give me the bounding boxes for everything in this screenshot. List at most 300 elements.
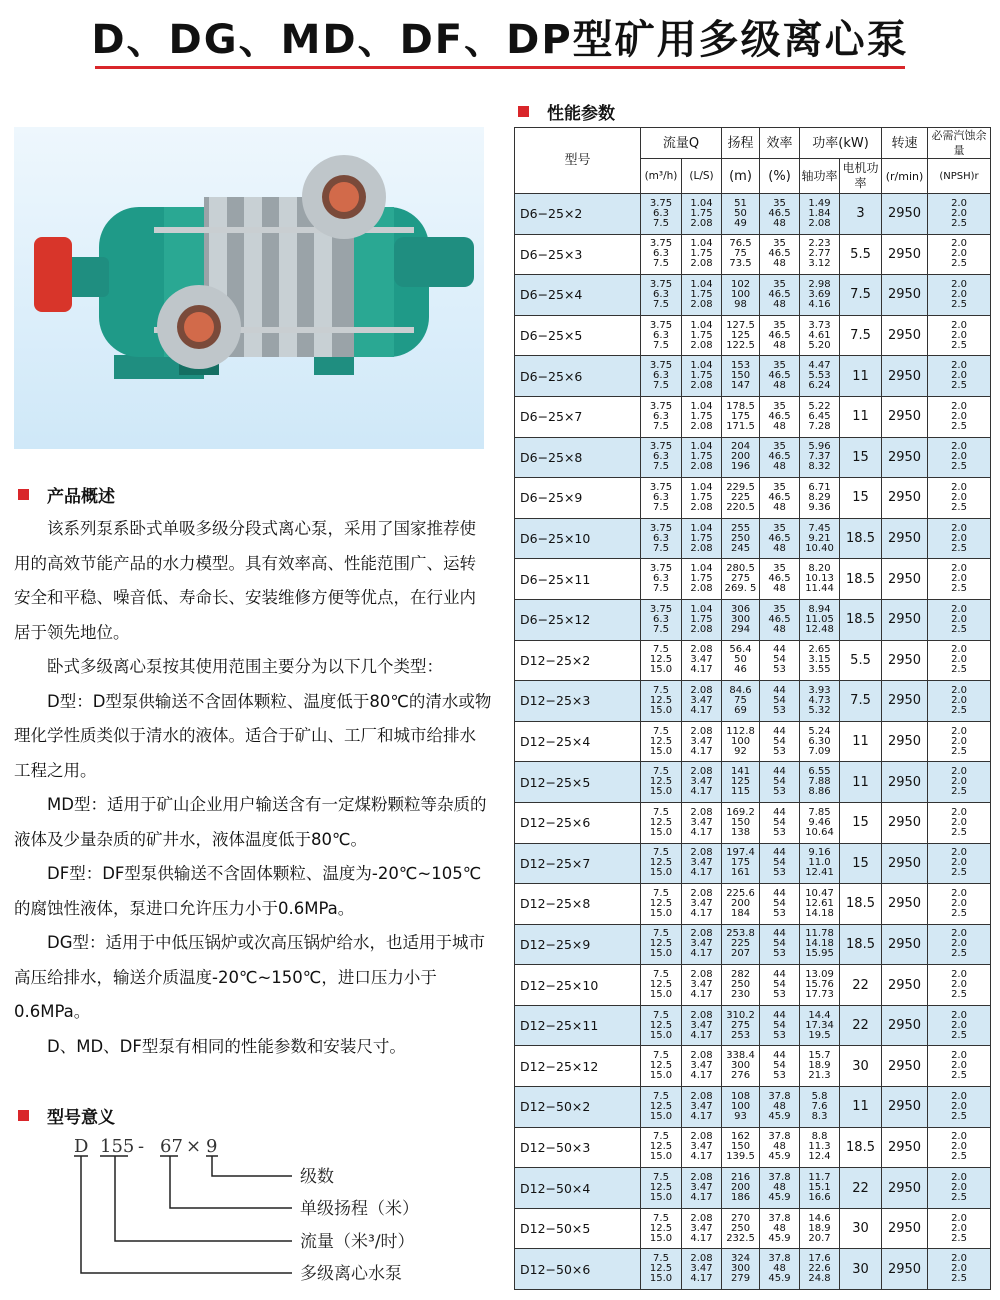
cell-model: D12−25×2	[515, 640, 641, 681]
cell-value: 178.5	[726, 400, 755, 412]
cell-value: 2.0	[951, 491, 967, 503]
cell-value: 4.17	[690, 1232, 713, 1244]
cell-flow_m3h	[641, 275, 682, 316]
cell-npsh	[928, 843, 991, 884]
cell-value: 196	[730, 461, 751, 473]
cell-value: 2.0	[951, 1263, 967, 1275]
cell-value: 139.5	[726, 1151, 755, 1163]
cell-value: 7.5	[653, 847, 669, 859]
cell-head	[722, 478, 760, 519]
cell-value: 44	[773, 725, 786, 737]
cell-value: 2.0	[951, 857, 967, 869]
cell-model: D12−50×2	[515, 1087, 641, 1128]
cell-value: 3.75	[649, 238, 673, 250]
cell-value: 4.61	[808, 329, 831, 341]
cell-speed: 2950	[882, 721, 928, 762]
cell-motor: 22	[840, 965, 882, 1006]
cell-value: 3.47	[690, 654, 713, 666]
cell-value: 2.08	[690, 461, 713, 473]
table-row	[515, 437, 991, 478]
cell-value: 7.5	[653, 1172, 669, 1184]
cell-eff	[760, 681, 800, 722]
cell-value: 54	[773, 1060, 786, 1072]
cell-flow_ls	[682, 518, 722, 559]
cell-value: 46.5	[768, 207, 791, 219]
cell-value: 12.5	[649, 1060, 673, 1072]
cell-value: 16.6	[808, 1192, 831, 1204]
cell-motor: 11	[840, 721, 882, 762]
cell-value: 2.0	[951, 603, 967, 615]
cell-value: 2.5	[951, 380, 967, 392]
label-flow: 流量（米³/时）	[300, 1232, 415, 1252]
header-head: 扬程	[722, 128, 760, 159]
cell-speed: 2950	[882, 843, 928, 884]
cell-value: 15.1	[808, 1182, 831, 1194]
cell-flow_ls	[682, 681, 722, 722]
cell-value: 306	[730, 603, 751, 615]
cell-model: D12−50×3	[515, 1127, 641, 1168]
overview-paragraph: MD型：适用于矿山企业用户输送含有一定煤粉颗粒等杂质的液体及少量杂质的矿井水，液体温度低于80℃。	[14, 795, 487, 849]
cell-value: 44	[773, 1050, 786, 1062]
cell-value: 2.0	[951, 776, 967, 788]
cell-value: 1.04	[690, 522, 713, 534]
table-row	[515, 965, 991, 1006]
cell-value: 48	[773, 420, 786, 432]
cell-flow_ls	[682, 924, 722, 965]
cell-flow_ls	[682, 1046, 722, 1087]
table-row	[515, 275, 991, 316]
cell-value: 11.0	[808, 857, 831, 869]
cell-value: 2.08	[690, 1090, 713, 1102]
cell-speed: 2950	[882, 396, 928, 437]
cell-shaft	[800, 843, 840, 884]
cell-value: 4.17	[690, 1070, 713, 1082]
multistage-pump-icon	[14, 127, 484, 449]
cell-value: 4.16	[808, 298, 831, 310]
cell-value: 2.5	[951, 1070, 967, 1082]
cell-shaft	[800, 1087, 840, 1128]
cell-value: 7.5	[653, 258, 669, 270]
cell-value: 7.5	[653, 501, 669, 513]
cell-shaft	[800, 356, 840, 397]
cell-value: 84.6	[729, 684, 752, 696]
table-row	[515, 1046, 991, 1087]
cell-value: 48	[773, 258, 786, 270]
cell-value: 2.08	[690, 298, 713, 310]
cell-value: 2.0	[951, 1131, 967, 1143]
cell-value: 2.0	[951, 725, 967, 737]
cell-value: 15.0	[649, 1070, 673, 1082]
cell-head	[722, 1046, 760, 1087]
cell-value: 3.73	[808, 319, 831, 331]
cell-value: 12.5	[649, 735, 673, 747]
table-row	[515, 396, 991, 437]
cell-flow_m3h	[641, 234, 682, 275]
cell-value: 4.17	[690, 704, 713, 716]
cell-value: 14.18	[805, 907, 834, 919]
cell-value: 46	[734, 664, 747, 676]
cell-value: 7.5	[653, 339, 669, 351]
code-part-flow: 155	[100, 1136, 135, 1157]
cell-value: 153	[730, 360, 751, 372]
overview-paragraph: 该系列泵系卧式单吸多级分段式离心泵，采用了国家推荐使用的高效节能产品的水力模型。具有效率高、性能范围广、运转安全和平稳、噪音低、寿命长、安装维修方便等优点，在行业内居于领先地位。	[14, 519, 476, 642]
cell-flow_ls	[682, 599, 722, 640]
cell-value: 3.47	[690, 1019, 713, 1031]
cell-value: 115	[730, 786, 751, 798]
cell-value: 15.0	[649, 1029, 673, 1041]
cell-value: 3.47	[690, 776, 713, 788]
cell-model: D6−25×9	[515, 478, 641, 519]
cell-speed: 2950	[882, 234, 928, 275]
cell-value: 2.0	[951, 1090, 967, 1102]
cell-value: 1.75	[690, 573, 713, 585]
cell-value: 2.0	[951, 694, 967, 706]
cell-value: 250	[730, 532, 751, 544]
table-row	[515, 640, 991, 681]
cell-motor: 11	[840, 396, 882, 437]
cell-value: 2.5	[951, 217, 967, 229]
cell-value: 269. 5	[724, 583, 757, 595]
cell-flow_m3h	[641, 924, 682, 965]
cell-value: 2.08	[690, 725, 713, 737]
cell-value: 4.17	[690, 1110, 713, 1122]
cell-value: 24.8	[808, 1273, 831, 1285]
cell-value: 3.12	[808, 258, 831, 270]
cell-npsh	[928, 1046, 991, 1087]
cell-value: 15.0	[649, 867, 673, 879]
cell-value: 35	[773, 522, 786, 534]
cell-value: 3.47	[690, 735, 713, 747]
cell-value: 2.08	[690, 1172, 713, 1184]
cell-eff	[760, 356, 800, 397]
cell-value: 2.0	[951, 816, 967, 828]
cell-value: 12.5	[649, 654, 673, 666]
cell-motor: 3	[840, 194, 882, 235]
cell-value: 1.04	[690, 360, 713, 372]
cell-npsh	[928, 640, 991, 681]
cell-model: D6−25×6	[515, 356, 641, 397]
cell-value: 44	[773, 684, 786, 696]
cell-npsh	[928, 437, 991, 478]
cell-eff	[760, 762, 800, 803]
cell-value: 53	[773, 826, 786, 838]
cell-motor: 5.5	[840, 640, 882, 681]
cell-value: 2.08	[690, 339, 713, 351]
cell-value: 150	[730, 816, 751, 828]
cell-value: 75	[734, 694, 747, 706]
cell-motor: 18.5	[840, 599, 882, 640]
cell-value: 2.0	[951, 410, 967, 422]
cell-value: 2.0	[951, 400, 967, 412]
cell-value: 48	[773, 1263, 786, 1275]
cell-value: 4.17	[690, 745, 713, 757]
cell-value: 2.0	[951, 684, 967, 696]
title-underline	[95, 66, 905, 69]
cell-value: 53	[773, 907, 786, 919]
cell-value: 2.5	[951, 745, 967, 757]
cell-model: D6−25×7	[515, 396, 641, 437]
cell-flow_m3h	[641, 843, 682, 884]
cell-value: 3.47	[690, 857, 713, 869]
cell-value: 6.3	[653, 207, 669, 219]
cell-flow_m3h	[641, 1249, 682, 1290]
cell-flow_m3h	[641, 194, 682, 235]
cell-value: 2.0	[951, 1050, 967, 1062]
cell-value: 2.0	[951, 360, 967, 372]
cell-value: 44	[773, 969, 786, 981]
cell-value: 250	[730, 1222, 751, 1234]
cell-value: 54	[773, 694, 786, 706]
cell-npsh	[928, 275, 991, 316]
cell-eff	[760, 1249, 800, 1290]
cell-flow_ls	[682, 884, 722, 925]
cell-npsh	[928, 1208, 991, 1249]
cell-head	[722, 843, 760, 884]
cell-value: 125	[730, 776, 751, 788]
cell-value: 45.9	[768, 1232, 791, 1244]
cell-value: 7.5	[653, 1212, 669, 1224]
cell-value: 9.46	[808, 816, 831, 828]
cell-value: 3.47	[690, 1182, 713, 1194]
cell-value: 2.0	[951, 1182, 967, 1194]
cell-value: 21.3	[808, 1070, 831, 1082]
cell-value: 2.5	[951, 907, 967, 919]
cell-value: 3.47	[690, 816, 713, 828]
cell-value: 50	[734, 654, 747, 666]
cell-value: 253.8	[726, 928, 755, 940]
cell-value: 204	[730, 441, 751, 453]
cell-value: 102	[730, 278, 751, 290]
cell-value: 15.76	[805, 979, 834, 991]
cell-value: 8.20	[808, 563, 831, 575]
page-title: D、DG、MD、DF、DP型矿用多级离心泵	[91, 17, 909, 63]
cell-npsh	[928, 478, 991, 519]
cell-value: 12.4	[808, 1151, 831, 1163]
section-model-meaning-label: 型号意义	[47, 1108, 115, 1128]
cell-value: 98	[734, 298, 747, 310]
pump-photo	[14, 127, 484, 449]
cell-value: 2.0	[951, 563, 967, 575]
cell-value: 46.5	[768, 451, 791, 463]
cell-value: 15.0	[649, 1110, 673, 1122]
cell-value: 171.5	[726, 420, 755, 432]
cell-value: 2.0	[951, 928, 967, 940]
cell-value: 2.5	[951, 1192, 967, 1204]
cell-npsh	[928, 234, 991, 275]
cell-value: 1.84	[808, 207, 831, 219]
table-row	[515, 315, 991, 356]
cell-value: 48	[773, 380, 786, 392]
cell-flow_m3h	[641, 437, 682, 478]
cell-flow_m3h	[641, 884, 682, 925]
cell-value: 2.5	[951, 542, 967, 554]
cell-flow_m3h	[641, 1168, 682, 1209]
cell-value: 3.75	[649, 278, 673, 290]
performance-table-body	[515, 194, 991, 1290]
cell-value: 7.5	[653, 1090, 669, 1102]
cell-head	[722, 924, 760, 965]
cell-value: 250	[730, 979, 751, 991]
cell-value: 15.95	[805, 948, 834, 960]
cell-motor: 30	[840, 1046, 882, 1087]
label-single-stage-head: 单级扬程（米）	[300, 1199, 419, 1219]
cell-value: 138	[730, 826, 751, 838]
cell-value: 184	[730, 907, 751, 919]
cell-value: 48	[773, 1182, 786, 1194]
cell-value: 48	[773, 583, 786, 595]
cell-flow_ls	[682, 1127, 722, 1168]
cell-value: 35	[773, 603, 786, 615]
cell-flow_m3h	[641, 965, 682, 1006]
header-flow: 流量Q	[641, 128, 722, 159]
cell-value: 2.0	[951, 613, 967, 625]
cell-eff	[760, 802, 800, 843]
cell-value: 2.0	[951, 1222, 967, 1234]
table-row	[515, 1168, 991, 1209]
cell-motor: 5.5	[840, 234, 882, 275]
cell-shaft	[800, 1127, 840, 1168]
cell-value: 3.75	[649, 603, 673, 615]
cell-flow_ls	[682, 762, 722, 803]
cell-value: 15.0	[649, 704, 673, 716]
table-row	[515, 681, 991, 722]
cell-value: 54	[773, 735, 786, 747]
cell-npsh	[928, 802, 991, 843]
cell-value: 9.16	[808, 847, 831, 859]
cell-value: 2.0	[951, 1060, 967, 1072]
code-part-head: 67	[160, 1136, 183, 1157]
table-row	[515, 234, 991, 275]
cell-motor: 22	[840, 1168, 882, 1209]
cell-value: 7.5	[653, 644, 669, 656]
cell-value: 1.75	[690, 410, 713, 422]
cell-flow_ls	[682, 194, 722, 235]
cell-flow_m3h	[641, 559, 682, 600]
cell-value: 175	[730, 857, 751, 869]
cell-value: 2.0	[951, 654, 967, 666]
cell-value: 35	[773, 278, 786, 290]
cell-head	[722, 234, 760, 275]
cell-flow_ls	[682, 1168, 722, 1209]
cell-value: 1.75	[690, 451, 713, 463]
cell-value: 12.5	[649, 694, 673, 706]
cell-motor: 30	[840, 1208, 882, 1249]
cell-value: 2.5	[951, 1029, 967, 1041]
cell-value: 2.0	[951, 1100, 967, 1112]
cell-flow_ls	[682, 802, 722, 843]
cell-value: 22.6	[808, 1263, 831, 1275]
cell-value: 7.5	[653, 461, 669, 473]
cell-value: 12.5	[649, 938, 673, 950]
header-npsh: 必需汽蚀余量	[928, 128, 991, 159]
cell-value: 15.0	[649, 989, 673, 1001]
cell-value: 225.6	[726, 887, 755, 899]
cell-value: 3.47	[690, 1141, 713, 1153]
cell-value: 200	[730, 1182, 751, 1194]
cell-motor: 18.5	[840, 1127, 882, 1168]
cell-value: 12.5	[649, 1019, 673, 1031]
cell-eff	[760, 640, 800, 681]
cell-flow_ls	[682, 559, 722, 600]
cell-value: 73.5	[729, 258, 752, 270]
cell-shaft	[800, 315, 840, 356]
cell-shaft	[800, 275, 840, 316]
cell-value: 53	[773, 867, 786, 879]
cell-value: 12.5	[649, 897, 673, 909]
cell-value: 54	[773, 979, 786, 991]
cell-value: 7.5	[653, 420, 669, 432]
cell-value: 2.0	[951, 532, 967, 544]
cell-value: 12.5	[649, 1222, 673, 1234]
cell-value: 37.8	[768, 1090, 791, 1102]
cell-value: 35	[773, 319, 786, 331]
cell-model: D6−25×4	[515, 275, 641, 316]
cell-value: 9.36	[808, 501, 831, 513]
cell-value: 3.75	[649, 319, 673, 331]
cell-flow_m3h	[641, 1127, 682, 1168]
cell-value: 141	[730, 766, 751, 778]
cell-value: 44	[773, 1009, 786, 1021]
cell-value: 45.9	[768, 1192, 791, 1204]
cell-value: 15.0	[649, 948, 673, 960]
cell-value: 10.47	[805, 887, 834, 899]
header-speed: 转速	[882, 128, 928, 159]
cell-speed: 2950	[882, 884, 928, 925]
cell-shaft	[800, 1168, 840, 1209]
cell-value: 8.8	[811, 1131, 828, 1143]
cell-value: 3.75	[649, 563, 673, 575]
cell-value: 5.8	[811, 1090, 828, 1102]
cell-head	[722, 721, 760, 762]
cell-value: 2.5	[951, 1232, 967, 1244]
cell-value: 207	[730, 948, 751, 960]
cell-value: 11.78	[805, 928, 834, 940]
cell-value: 3.47	[690, 1100, 713, 1112]
cell-head	[722, 518, 760, 559]
cell-value: 200	[730, 897, 751, 909]
cell-value: 1.75	[690, 248, 713, 260]
cell-speed: 2950	[882, 681, 928, 722]
cell-value: 2.5	[951, 623, 967, 635]
cell-value: 1.04	[690, 441, 713, 453]
cell-value: 54	[773, 1019, 786, 1031]
cell-speed: 2950	[882, 640, 928, 681]
cell-flow_ls	[682, 1249, 722, 1290]
cell-motor: 11	[840, 762, 882, 803]
cell-value: 11.3	[808, 1141, 831, 1153]
cell-value: 6.3	[653, 573, 669, 585]
cell-speed: 2950	[882, 275, 928, 316]
cell-value: 2.08	[690, 542, 713, 554]
cell-value: 11.44	[805, 583, 834, 595]
cell-value: 4.17	[690, 1151, 713, 1163]
cell-value: 2.0	[951, 573, 967, 585]
cell-value: 7.5	[653, 725, 669, 737]
cell-value: 45.9	[768, 1110, 791, 1122]
cell-value: 4.17	[690, 948, 713, 960]
cell-flow_m3h	[641, 762, 682, 803]
section-overview-label: 产品概述	[47, 487, 115, 507]
cell-model: D6−25×11	[515, 559, 641, 600]
cell-motor: 7.5	[840, 681, 882, 722]
cell-speed: 2950	[882, 924, 928, 965]
cell-value: 2.08	[690, 969, 713, 981]
cell-speed: 2950	[882, 1168, 928, 1209]
cell-value: 2.0	[951, 288, 967, 300]
cell-model: D6−25×3	[515, 234, 641, 275]
cell-value: 2.08	[690, 258, 713, 270]
cell-head	[722, 762, 760, 803]
